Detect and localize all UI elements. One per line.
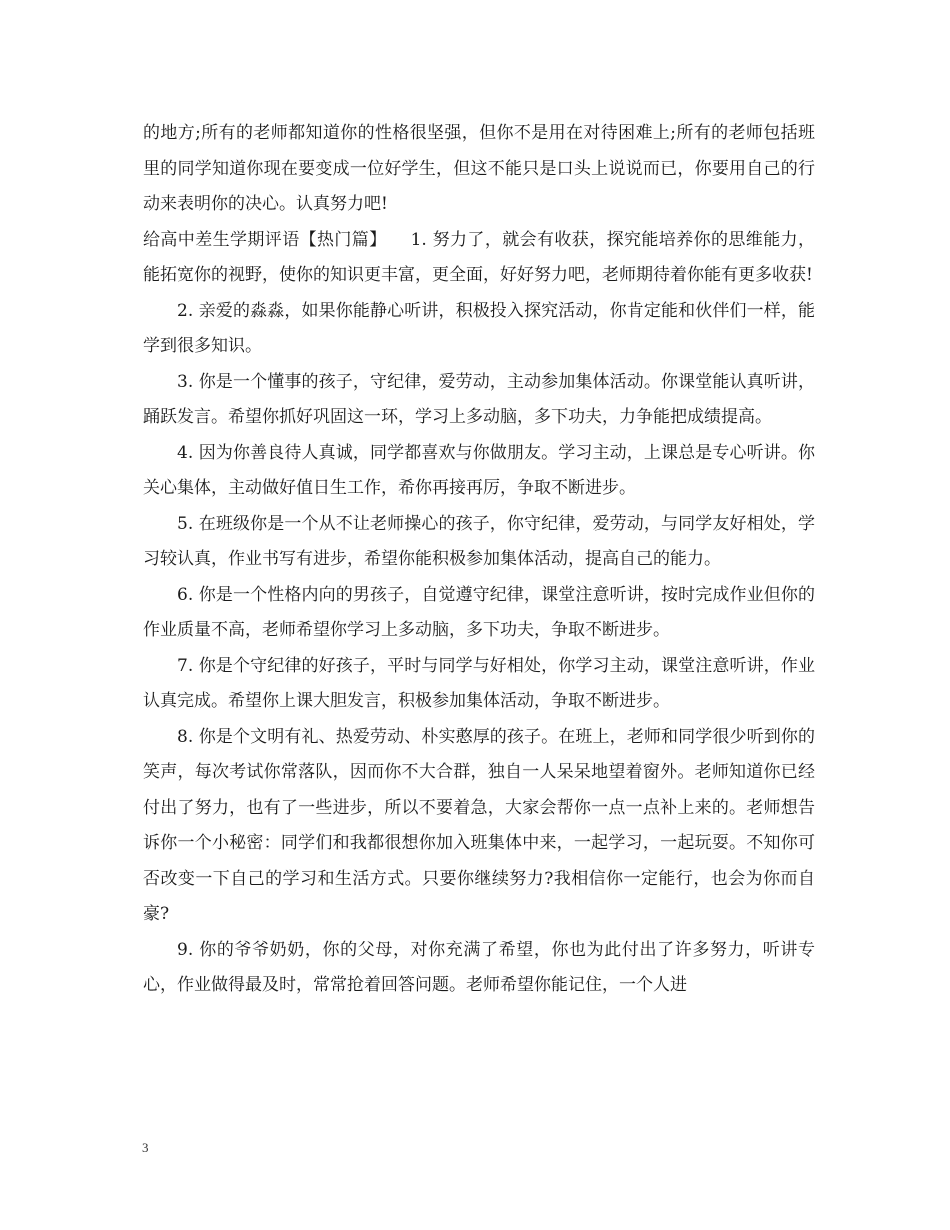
section-heading: 给高中差生学期评语【热门篇】: [143, 229, 387, 250]
list-item-6: 6. 你是一个性格内向的男孩子，自觉遵守纪律，课堂注意听讲，按时完成作业但你的作业质量不高，老师希望你学习上多动脑，多下功夫，争取不断进步。: [143, 584, 815, 640]
list-item-7: 7. 你是个守纪律的好孩子，平时与同学与好相处，你学习主动，课堂注意听讲，作业认真完成。希望你上课大胆发言，积极参加集体活动，争取不断进步。: [143, 655, 815, 711]
list-item-5: 5. 在班级你是一个从不让老师操心的孩子，你守纪律，爱劳动，与同学友好相处，学习较认真，作业书写有进步，希望你能积极参加集体活动，提高自己的能力。: [143, 513, 815, 569]
list-item-4: 4. 因为你善良待人真诚，同学都喜欢与你做朋友。学习主动，上课总是专心听讲。你关心集体，主动做好值日生工作，希你再接再厉，争取不断进步。: [143, 442, 815, 498]
list-item-3: 3. 你是一个懂事的孩子，守纪律，爱劳动，主动参加集体活动。你课堂能认真听讲，踊跃发言。希望你抓好巩固这一环，学习上多动脑，多下功夫，力争能把成绩提高。: [143, 371, 815, 427]
section-paragraph-1: [143, 223, 815, 294]
list-item-9: 9. 你的爷爷奶奶，你的父母，对你充满了希望，你也为此付出了许多努力，听讲专心，作业做得最及时，常常抢着回答问题。老师希望你能记住，一个人进: [143, 939, 815, 995]
list-item-1: 1. 努力了，就会有收获，探究能培养你的思维能力，能拓宽你的视野，使你的知识更丰富，更全面，好好努力吧，老师期待着你能有更多收获!: [143, 229, 816, 285]
list-item-8: 8. 你是个文明有礼、热爱劳动、朴实憨厚的孩子。在班上，老师和同学很少听到你的笑声，每次考试你常落队，因而你不大合群，独自一人呆呆地望着窗外。老师知道你已经付出了努力，也有了一些进步，所以不要着急，大家会帮你一点一点补上来的。老师想告诉你一个小秘密：同学们和我都很想你加入班集体中来，一起学习，一起玩耍。不知你可否改变一下自己的学习和生活方式。只要你继续努力?我相信你一定能行，也会为你而自豪?: [143, 726, 815, 924]
opening-paragraph: 的地方;所有的老师都知道你的性格很坚强，但你不是用在对待困难上;所有的老师包括班里的同学知道你现在要变成一位好学生，但这不能只是口头上说说而已，你要用自己的行动来表明你的决心。认真努力吧!: [143, 123, 815, 214]
list-item-2: 2. 亲爱的淼淼，如果你能静心听讲，积极投入探究活动，你肯定能和伙伴们一样，能学到很多知识。: [143, 300, 815, 356]
page-number: 3: [142, 1140, 149, 1155]
document-body: [143, 116, 815, 1004]
